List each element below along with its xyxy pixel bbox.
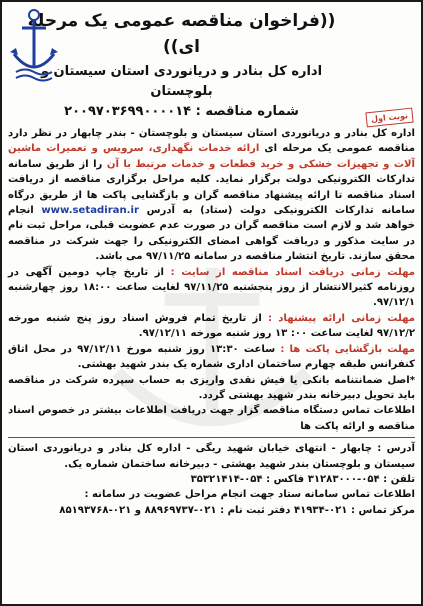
tender-number-row — [8, 102, 409, 124]
offer-deadline-label: مهلت زمانی ارائه پیشنهاد : — [268, 312, 415, 324]
intro-text-1: اداره کل بنادر و دریانوردی استان سیستان و بلوچستان - بندر چابهار در نظر دارد مناقصه عمومی یک مرحله ای — [8, 128, 415, 155]
notice-title: ((فراخوان مناقصه عمومی یک مرحله ای)) — [27, 11, 336, 57]
setad-phone: مرکز تماس : ۰۲۱-۴۱۹۳۴ دفتر ثبت نام : ۰۲۱-۸۸۹۶۹۷۳۷ و ۰۲۱-۸۵۱۹۳۷۶۸ — [59, 504, 415, 516]
guarantee-note: *اصل ضمانتنامه بانکی یا فیش نقدی واریزی به حساب سپرده شرکت در مناقصه باید تحویل دبیرخانه بندر شهید بهشتی گردد. — [8, 374, 415, 401]
ports-maritime-emblem-icon — [8, 6, 60, 82]
document-deadline-label: مهلت زمانی دریافت اسناد مناقصه از سایت : — [170, 266, 415, 278]
opening-deadline-text: ساعت ۱۳:۳۰ روز شنبه مورخ ۹۷/۱۲/۱۱ در محل اتاق کنفرانس طبقه چهارم ساختمان اداری شماره یک بندر شهید بهشتی. — [8, 343, 415, 371]
offer-deadline-text: از تاریخ تمام فروش اسناد روز پنج شنبه مورخه ۹۷/۱۲/۲ لغایت ساعت ۰۰: ۱۳ روز شنبه مورخه ۹۷/۱۲/۱۱. — [8, 312, 415, 340]
phone-fax: تلفن : ۰۵۴-۳۱۲۸۳۰۰۰ فاکس : ۰۵۴-۳۵۳۲۱۴۱۴ — [190, 473, 415, 485]
document-deadline-text: از تاریخ چاپ دومین آگهی در روزنامه کثیرالانتشار از روز پنجشنبه ۹۷/۱۱/۲۵ لغایت ساعت ۱۸:۰۰ روز چهارشنبه ۹۷/۱۲/۱. — [8, 266, 415, 309]
first-publication-badge: نوبت اول — [365, 108, 413, 128]
setad-contact-intro: اطلاعات تماس سامانه ستاد جهت انجام مراحل عضویت در سامانه : — [84, 489, 415, 501]
intro-text-2: را از طریق سامانه تدارکات الکترونیکی دولت برگزار نماید. کلیه مراحل برگزاری مناقصه از دریافت اسناد مناقصه تا ارائه پیشنهاد مناقصه گران و بازگشایی پاکت ها از طریق درگاه سامانه تدارکات الکترونیکی دولت (ستاد) به آدرس — [8, 158, 415, 217]
notice-body — [8, 126, 415, 518]
intro-text-3: انجام خواهد شد و لازم است مناقصه گران در صورت عدم عضویت قبلی، مراحل ثبت نام در سایت مذکور و دریافت گواهی امضای الکترونیکی را جهت شرکت در مناقصه محقق سازند. تاریخ انتشار مناقصه در سامانه ۹۷/۱۱/۲۵ می باشد. — [8, 205, 415, 263]
offer-deadline — [8, 311, 415, 342]
document-deadline — [8, 265, 415, 311]
opening-deadline — [8, 342, 415, 373]
address: آدرس : چابهار - انتهای خیابان شهید ریگی - اداره کل بنادر و دریانوردی استان سیستان و بلوچستان بندر شهید بهشتی - دبیرخانه ساختمان شماره یک. — [8, 443, 415, 470]
divider — [8, 437, 415, 438]
opening-deadline-label: مهلت بازگشایی پاکت ها : — [280, 343, 415, 355]
setadiran-link[interactable]: www.setadiran.ir — [41, 205, 139, 217]
organization-name: اداره کل بنادر و دریانوردی استان سیستان و بلوچستان — [40, 64, 323, 99]
intro-paragraph — [8, 126, 415, 265]
tender-number: ۲۰۰۹۷۰۳۶۹۹۰۰۰۰۱۴ — [64, 104, 192, 119]
tender-number-label: شماره مناقصه : — [191, 104, 299, 119]
tender-subject: ارائه خدمات نگهداری، سرویس و تعمیرات ماشین آلات و تجهیزات خشکی و خرید قطعات و خدمات مرتبط با آن — [8, 143, 415, 170]
contact-intro: اطلاعات تماس دستگاه مناقصه گزار جهت دریافت اطلاعات بیشتر در خصوص اسناد مناقصه و ارائه پاکت ها — [8, 405, 415, 432]
